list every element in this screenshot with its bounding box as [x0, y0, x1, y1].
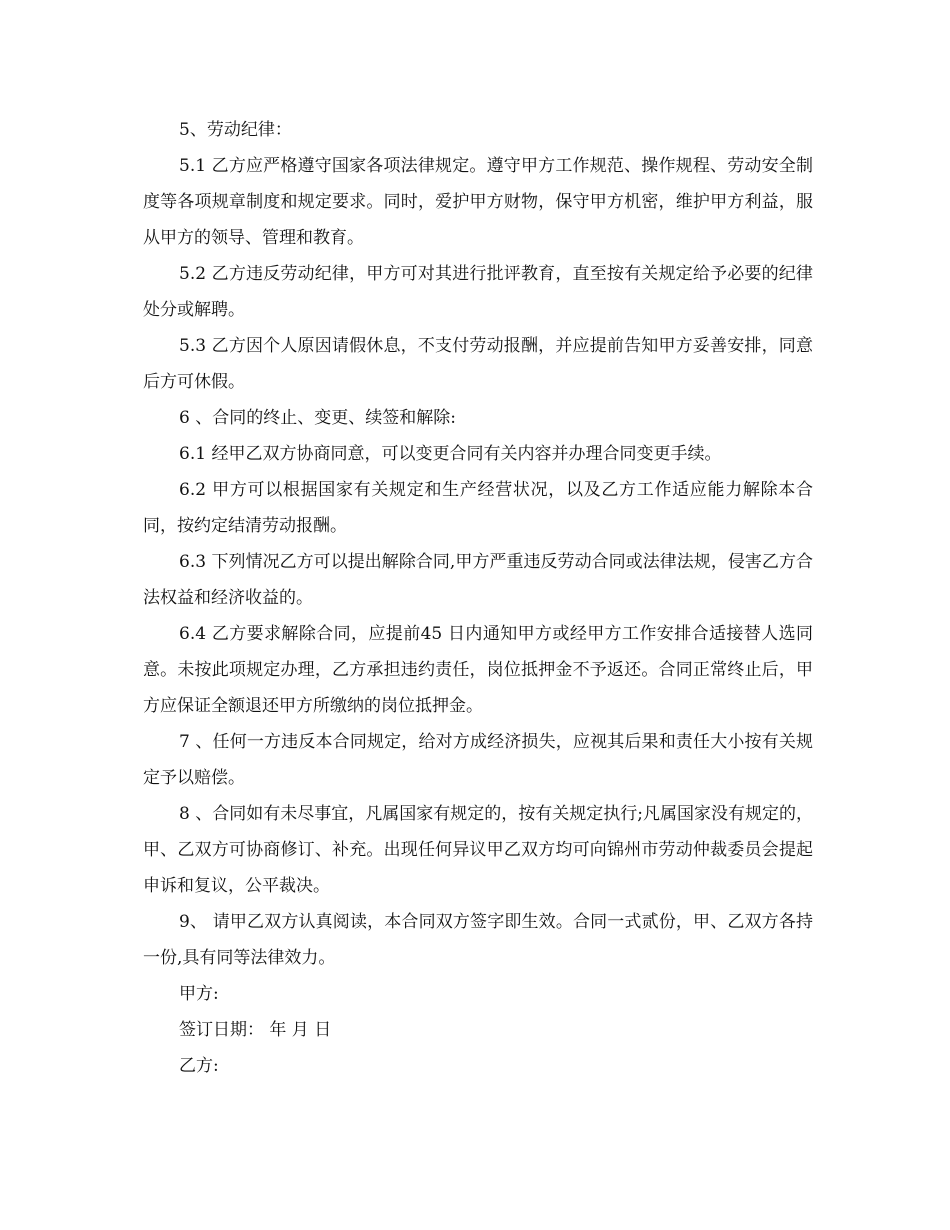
clause-6-3: 6.3 下列情况乙方可以提出解除合同,甲方严重违反劳动合同或法律法规，侵害乙方合法权益和经济收益的。 [143, 552, 813, 608]
party-b-label: 乙方: [179, 1056, 219, 1076]
clause-5-3: 5.3 乙方因个人原因请假休息，不支付劳动报酬，并应提前告知甲方妥善安排，同意后方可休假。 [143, 336, 813, 392]
clause-6-2: 6.2 甲方可以根据国家有关规定和生产经营状况，以及乙方工作适应能力解除本合同，按约定结清劳动报酬。 [143, 480, 813, 536]
clause-5-1: 5.1 乙方应严格遵守国家各项法律规定。遵守甲方工作规范、操作规程、劳动安全制度等各项规章制度和规定要求。同时，爱护甲方财物，保守甲方机密，维护甲方利益，服从甲方的领导、管理和教育。 [143, 156, 813, 248]
section-6-heading: 6 、合同的终止、变更、续签和解除: [179, 408, 456, 428]
sign-date-label: 签订日期： 年 月 日 [179, 1020, 332, 1040]
section-9: 9、 请甲乙双方认真阅读，本合同双方签字即生效。合同一式贰份，甲、乙双方各持一份,具有同等法律效力。 [143, 912, 813, 968]
section-8: 8 、合同如有未尽事宜，凡属国家有规定的，按有关规定执行;凡属国家没有规定的，甲、乙双方可协商修订、补充。出现任何异议甲乙双方均可向锦州市劳动仲裁委员会提起申诉和复议，公平裁决。 [143, 804, 813, 896]
contract-body [143, 112, 813, 1084]
party-a-label: 甲方: [179, 984, 219, 1004]
clause-6-1: 6.1 经甲乙双方协商同意，可以变更合同有关内容并办理合同变更手续。 [179, 444, 722, 464]
section-5-heading: 5、劳动纪律： [179, 120, 292, 140]
clause-6-4: 6.4 乙方要求解除合同，应提前45 日内通知甲方或经甲方工作安排合适接替人选同意。未按此项规定办理，乙方承担违约责任，岗位抵押金不予返还。合同正常终止后，甲方应保证全额退还甲方所缴纳的岗位抵押金。 [143, 624, 813, 716]
section-7: 7 、任何一方违反本合同规定，给对方成经济损失，应视其后果和责任大小按有关规定予以赔偿。 [143, 732, 813, 788]
clause-5-2: 5.2 乙方违反劳动纪律，甲方可对其进行批评教育，直至按有关规定给予必要的纪律处分或解聘。 [143, 264, 813, 320]
